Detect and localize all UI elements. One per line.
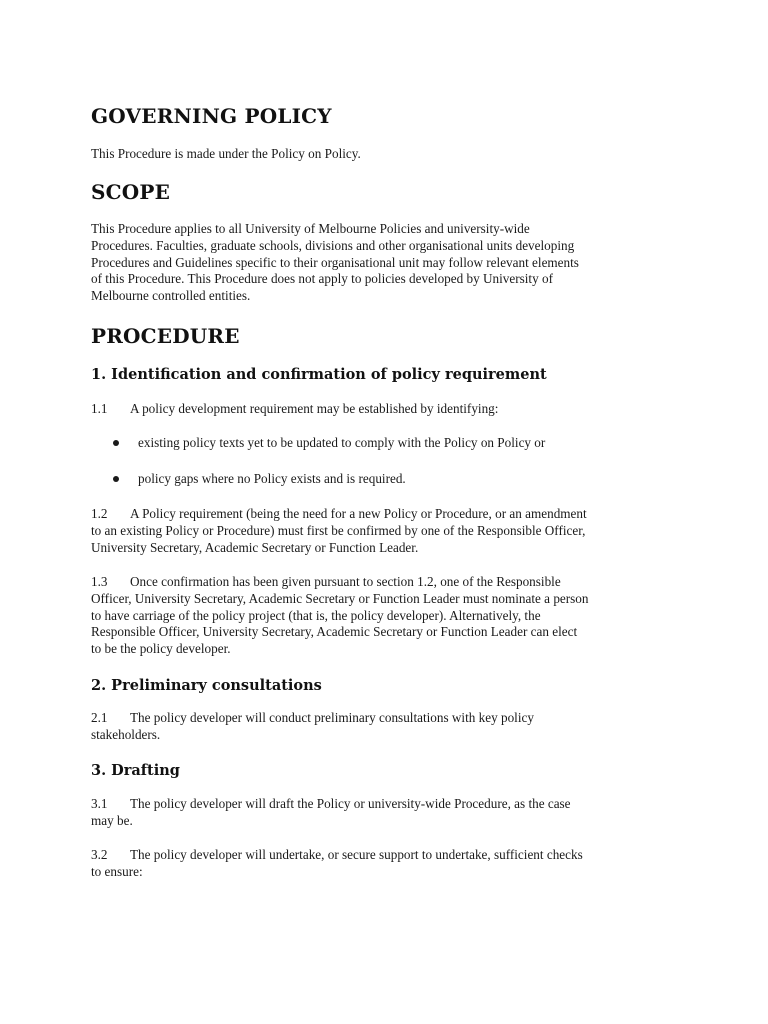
governing-policy-text: This Procedure is made under the Policy on Policy. — [91, 146, 361, 161]
bullet-text: policy gaps where no Policy exists and is required. — [138, 471, 406, 486]
paragraph-1-2 — [91, 506, 681, 556]
paragraph-number: 1.3 — [91, 574, 108, 589]
scope-paragraph — [91, 221, 681, 305]
paragraph-2-1 — [91, 710, 681, 744]
paragraph-line: to an existing Policy or Procedure) must first be confirmed by one of the Responsible Officer, — [91, 522, 586, 538]
bullet-text: existing policy texts yet to be updated to comply with the Policy on Policy or — [138, 435, 546, 450]
section-2-heading-block — [91, 677, 681, 695]
paragraph-1-3 — [91, 574, 681, 658]
section-1-heading: 1. Identification and confirmation of policy requirement — [91, 366, 547, 383]
procedure-section — [91, 324, 681, 348]
paragraph-line: to ensure: — [91, 863, 143, 879]
section-2-heading: 2. Preliminary consultations — [91, 677, 322, 694]
paragraph-line: University Secretary, Academic Secretary or Function Leader. — [91, 539, 419, 555]
section-3-heading: 3. Drafting — [91, 762, 180, 779]
section-1-heading-block — [91, 366, 681, 384]
paragraph-text: A policy development requirement may be established by identifying: — [130, 401, 499, 416]
paragraph-number: 3.2 — [91, 847, 108, 862]
governing-policy-heading: GOVERNING POLICY — [91, 104, 332, 128]
paragraph-1-1 — [91, 401, 681, 418]
paragraph-3-2 — [91, 847, 681, 881]
paragraph-3-1 — [91, 796, 681, 830]
scope-heading: SCOPE — [91, 180, 171, 204]
paragraph-text: The policy developer will conduct preliminary consultations with key policy — [130, 710, 534, 725]
scope-line: Melbourne controlled entities. — [91, 288, 251, 304]
scope-section — [91, 180, 681, 204]
paragraph-text: Once confirmation has been given pursuant to section 1.2, one of the Responsible — [130, 574, 561, 589]
section-3-heading-block — [91, 762, 681, 780]
paragraph-number: 2.1 — [91, 710, 108, 725]
governing-policy-section — [91, 104, 681, 128]
bullet-icon — [113, 440, 119, 446]
paragraph-number: 3.1 — [91, 796, 108, 811]
scope-line: of this Procedure. This Procedure does not apply to policies developed by University of — [91, 271, 553, 287]
paragraph-line: to have carriage of the policy project (that is, the policy developer). Alternatively, the — [91, 607, 541, 623]
paragraph-text: The policy developer will undertake, or secure support to undertake, sufficient checks — [130, 847, 583, 862]
paragraph-number: 1.2 — [91, 506, 108, 521]
paragraph-text: A Policy requirement (being the need for a new Policy or Procedure, or an amendment — [130, 506, 587, 521]
paragraph-line: to be the policy developer. — [91, 641, 231, 657]
scope-line: This Procedure applies to all University of Melbourne Policies and university-wide — [91, 221, 530, 236]
procedure-heading: PROCEDURE — [91, 324, 240, 348]
paragraph-text: The policy developer will draft the Policy or university-wide Procedure, as the case — [130, 796, 571, 811]
paragraph-line: Officer, University Secretary, Academic Secretary or Function Leader must nominate a person — [91, 590, 589, 606]
scope-line: Procedures. Faculties, graduate schools, divisions and other organisational units developing — [91, 237, 575, 253]
governing-policy-paragraph — [91, 146, 681, 163]
paragraph-number: 1.1 — [91, 401, 108, 416]
scope-line: Procedures and Guidelines specific to their organisational unit may follow relevant elements — [91, 254, 579, 270]
paragraph-line: stakeholders. — [91, 726, 161, 742]
paragraph-line: may be. — [91, 812, 133, 828]
paragraph-line: Responsible Officer, University Secretary, Academic Secretary or Function Leader can elect — [91, 624, 578, 640]
bullet-icon — [113, 476, 119, 482]
